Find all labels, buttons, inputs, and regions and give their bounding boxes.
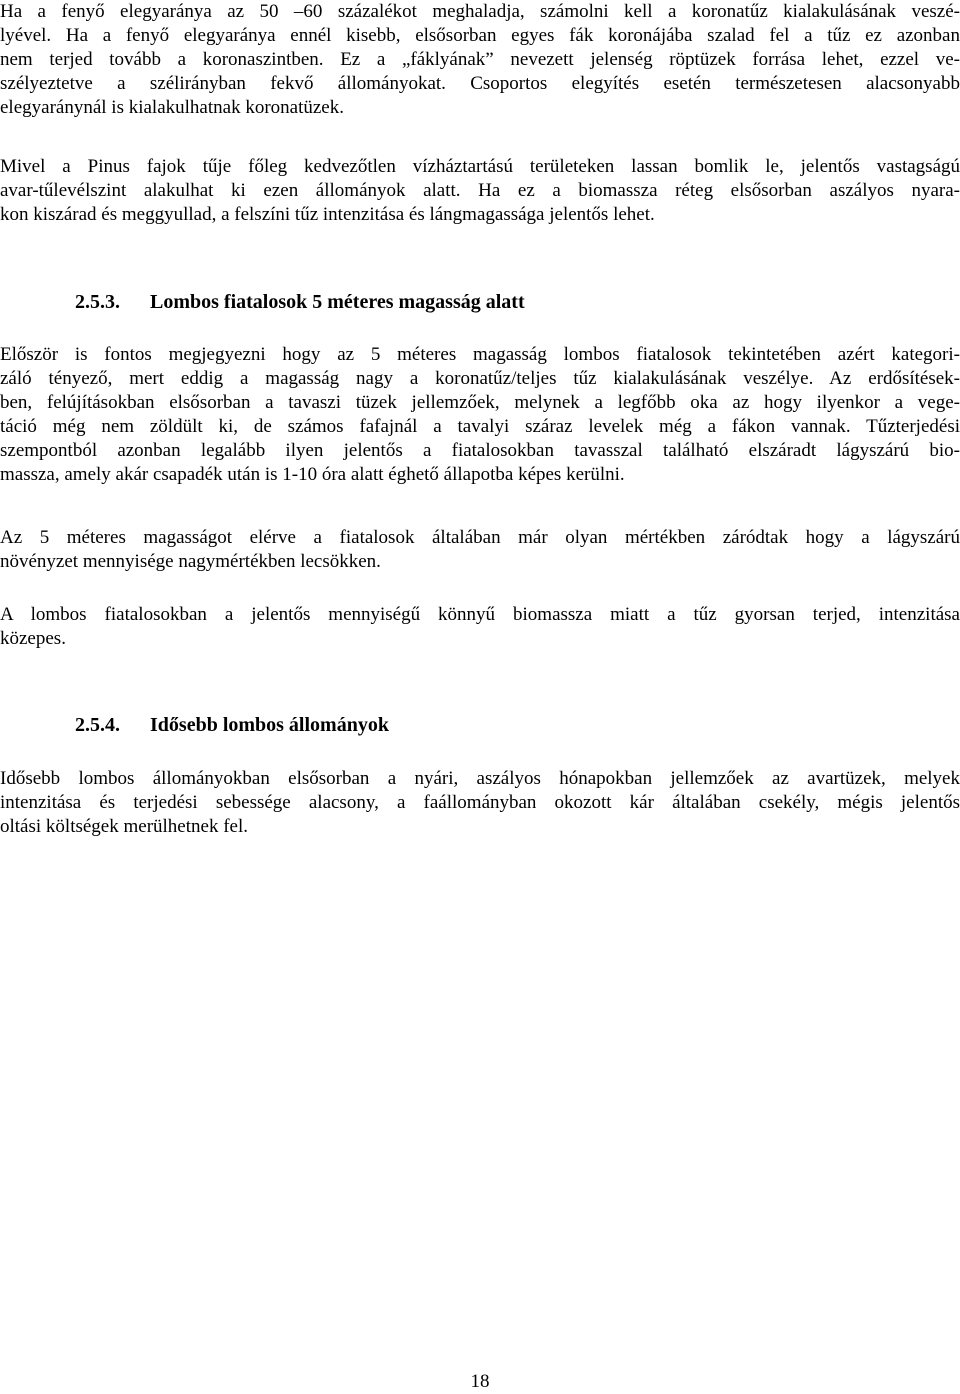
text-line: massza, amely akár csapadék után is 1-10 óra alatt éghető állapotba képes kerülni.: [0, 464, 625, 485]
text-line: záló tényező, mert eddig a magasság nagy a koronatűz/teljes tűz kialakulásának veszélye. Az erdősítések-: [0, 368, 960, 389]
text-line: Először is fontos megjegyezni hogy az 5 méteres magasság lombos fiatalosok tekintetében azért kategori-: [0, 344, 960, 365]
text-line: ben, felújításokban elsősorban a tavaszi tüzek jellemzőek, melynek a legfőbb oka az hogy ilyenkor a vege-: [0, 392, 960, 413]
paragraph-five-meter-height: [0, 526, 960, 574]
text-line: közepes.: [0, 628, 66, 649]
text-line: nem terjed tovább a koronaszintben. Ez a „fáklyának” nevezett jelenség röptüzek forrása lehet, ezzel ve-: [0, 49, 960, 70]
text-line: szélyeztetve a szélirányban fekvő állományokat. Csoportos elegyítés esetén természetesen alacsonyabb: [0, 73, 960, 94]
section-heading-2-5-4: [75, 713, 389, 737]
section-title: Lombos fiatalosok 5 méteres magasság alatt: [150, 291, 525, 313]
section-heading-2-5-3: [75, 290, 525, 314]
text-line: avar-tűlevélszint alakulhat ki ezen állományok alatt. Ha ez a biomassza réteg elsősorban aszályos nyara-: [0, 180, 960, 201]
text-line: lyével. Ha a fenyő elegyaránya ennél kisebb, elsősorban egyes fák koronájába szalad fel a tűz ez azonban: [0, 25, 960, 46]
text-line: oltási költségek merülhetnek fel.: [0, 816, 248, 837]
text-line: Az 5 méteres magasságot elérve a fiatalosok általában már olyan mértékben záródtak hogy a lágyszárú: [0, 527, 960, 548]
section-number: 2.5.4.: [75, 714, 120, 736]
paragraph-pinus-litter: [0, 155, 960, 227]
text-line: Ha a fenyő elegyaránya az 50 –60 százalékot meghaladja, számolni kell a koronatűz kialakulásának veszé-: [0, 1, 960, 22]
text-line: intenzitása és terjedési sebessége alacsony, a faállományban okozott kár általában csekély, mégis jelentős: [0, 792, 960, 813]
paragraph-conifer-ratio: [0, 0, 960, 120]
text-line: elegyaránynál is kialakulhatnak koronatüzek.: [0, 97, 344, 118]
page-number: 18: [470, 1371, 490, 1392]
paragraph-young-broadleaf-intro: [0, 343, 960, 487]
paragraph-fire-spread: [0, 603, 960, 651]
text-line: Mivel a Pinus fajok tűje főleg kedvezőtlen vízháztartású területeken lassan bomlik le, jelentős vastagságú: [0, 156, 960, 177]
text-line: táció még nem zöldült ki, de számos fafajnál a tavalyi száraz levelek még a fákon vannak. Tűzterjedési: [0, 416, 960, 437]
text-line: növényzet mennyisége nagymértékben lecsökken.: [0, 551, 381, 572]
paragraph-older-broadleaf: [0, 767, 960, 839]
text-line: kon kiszárad és meggyullad, a felszíni tűz intenzitása és lángmagassága jelentős lehet.: [0, 204, 655, 225]
text-line: szempontból azonban legalább ilyen jelentős a fiatalosokban tavasszal található elszáradt lágyszárú bio-: [0, 440, 960, 461]
section-title: Idősebb lombos állományok: [150, 714, 389, 736]
text-line: Idősebb lombos állományokban elsősorban a nyári, aszályos hónapokban jellemzőek az avartüzek, melyek: [0, 768, 960, 789]
text-line: A lombos fiatalosokban a jelentős mennyiségű könnyű biomassza miatt a tűz gyorsan terjed, intenzitása: [0, 604, 960, 625]
section-number: 2.5.3.: [75, 291, 120, 313]
